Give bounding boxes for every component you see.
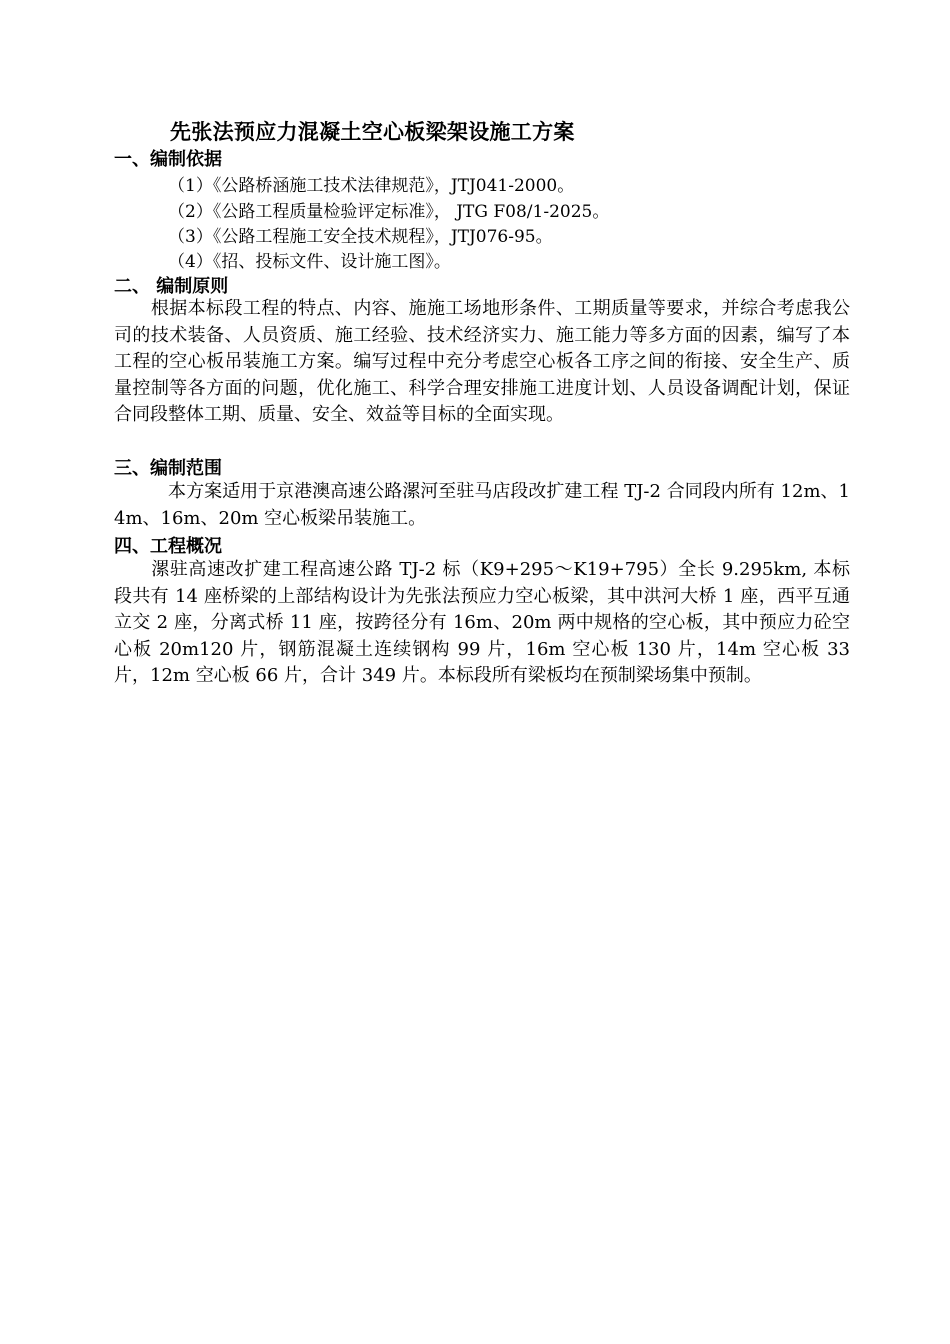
reference-item: （1）《公路桥涵施工技术法律规范》，JTJ041-2000。 [168,176,575,196]
section-paragraph-scope: 本方案适用于京港澳高速公路漯河至驻马店段改扩建工程 TJ-2 合同段内所有 12m、14m、16m、20m 空心板梁吊装施工。 [114,481,850,529]
section-paragraph-overview: 漯驻高速改扩建工程高速公路 TJ-2 标（K9+295～K19+795）全长 9.295km, 本标段共有 14 座桥梁的上部结构设计为先张法预应力空心板梁，其中洪河大桥 1 座，西平互通立交 2 座，分离式桥 11 座，按跨径分有 16m、20m 两中规格的空心板，其中预应力砼空心板 20m120 片，钢筋混凝土连续钢构 99 片，16m 空心板 130 片，14m 空心板 33 片，12m 空心板 66 片，合计 349 片。本标段所有梁板均在预制梁场集中预制。 [114,559,850,686]
document-title: 先张法预应力混凝土空心板梁架设施工方案 [170,119,575,144]
section-heading-principles: 二、 编制原则 [114,276,229,297]
section-paragraph-principles: 根据本标段工程的特点、内容、施施工场地形条件、工期质量等要求，并综合考虑我公司的技术装备、人员资质、施工经验、技术经济实力、施工能力等多方面的因素，编写了本工程的空心板吊装施工方案。编写过程中充分考虑空心板各工序之间的衔接、安全生产、质量控制等各方面的问题，优化施工、科学合理安排施工进度计划、人员设备调配计划，保证合同段整体工期、质量、安全、效益等目标的全面实现。 [114,298,850,425]
section-heading-overview: 四、工程概况 [114,536,222,557]
section-heading-basis: 一、编制依据 [114,149,222,170]
reference-item: （2）《公路工程质量检验评定标准》， JTG F08/1-2025。 [168,202,610,222]
reference-item: （3）《公路工程施工安全技术规程》，JTJ076-95。 [168,227,553,247]
section-heading-scope: 三、编制范围 [114,458,222,479]
reference-item: （4）《招、投标文件、设计施工图》。 [168,252,451,272]
